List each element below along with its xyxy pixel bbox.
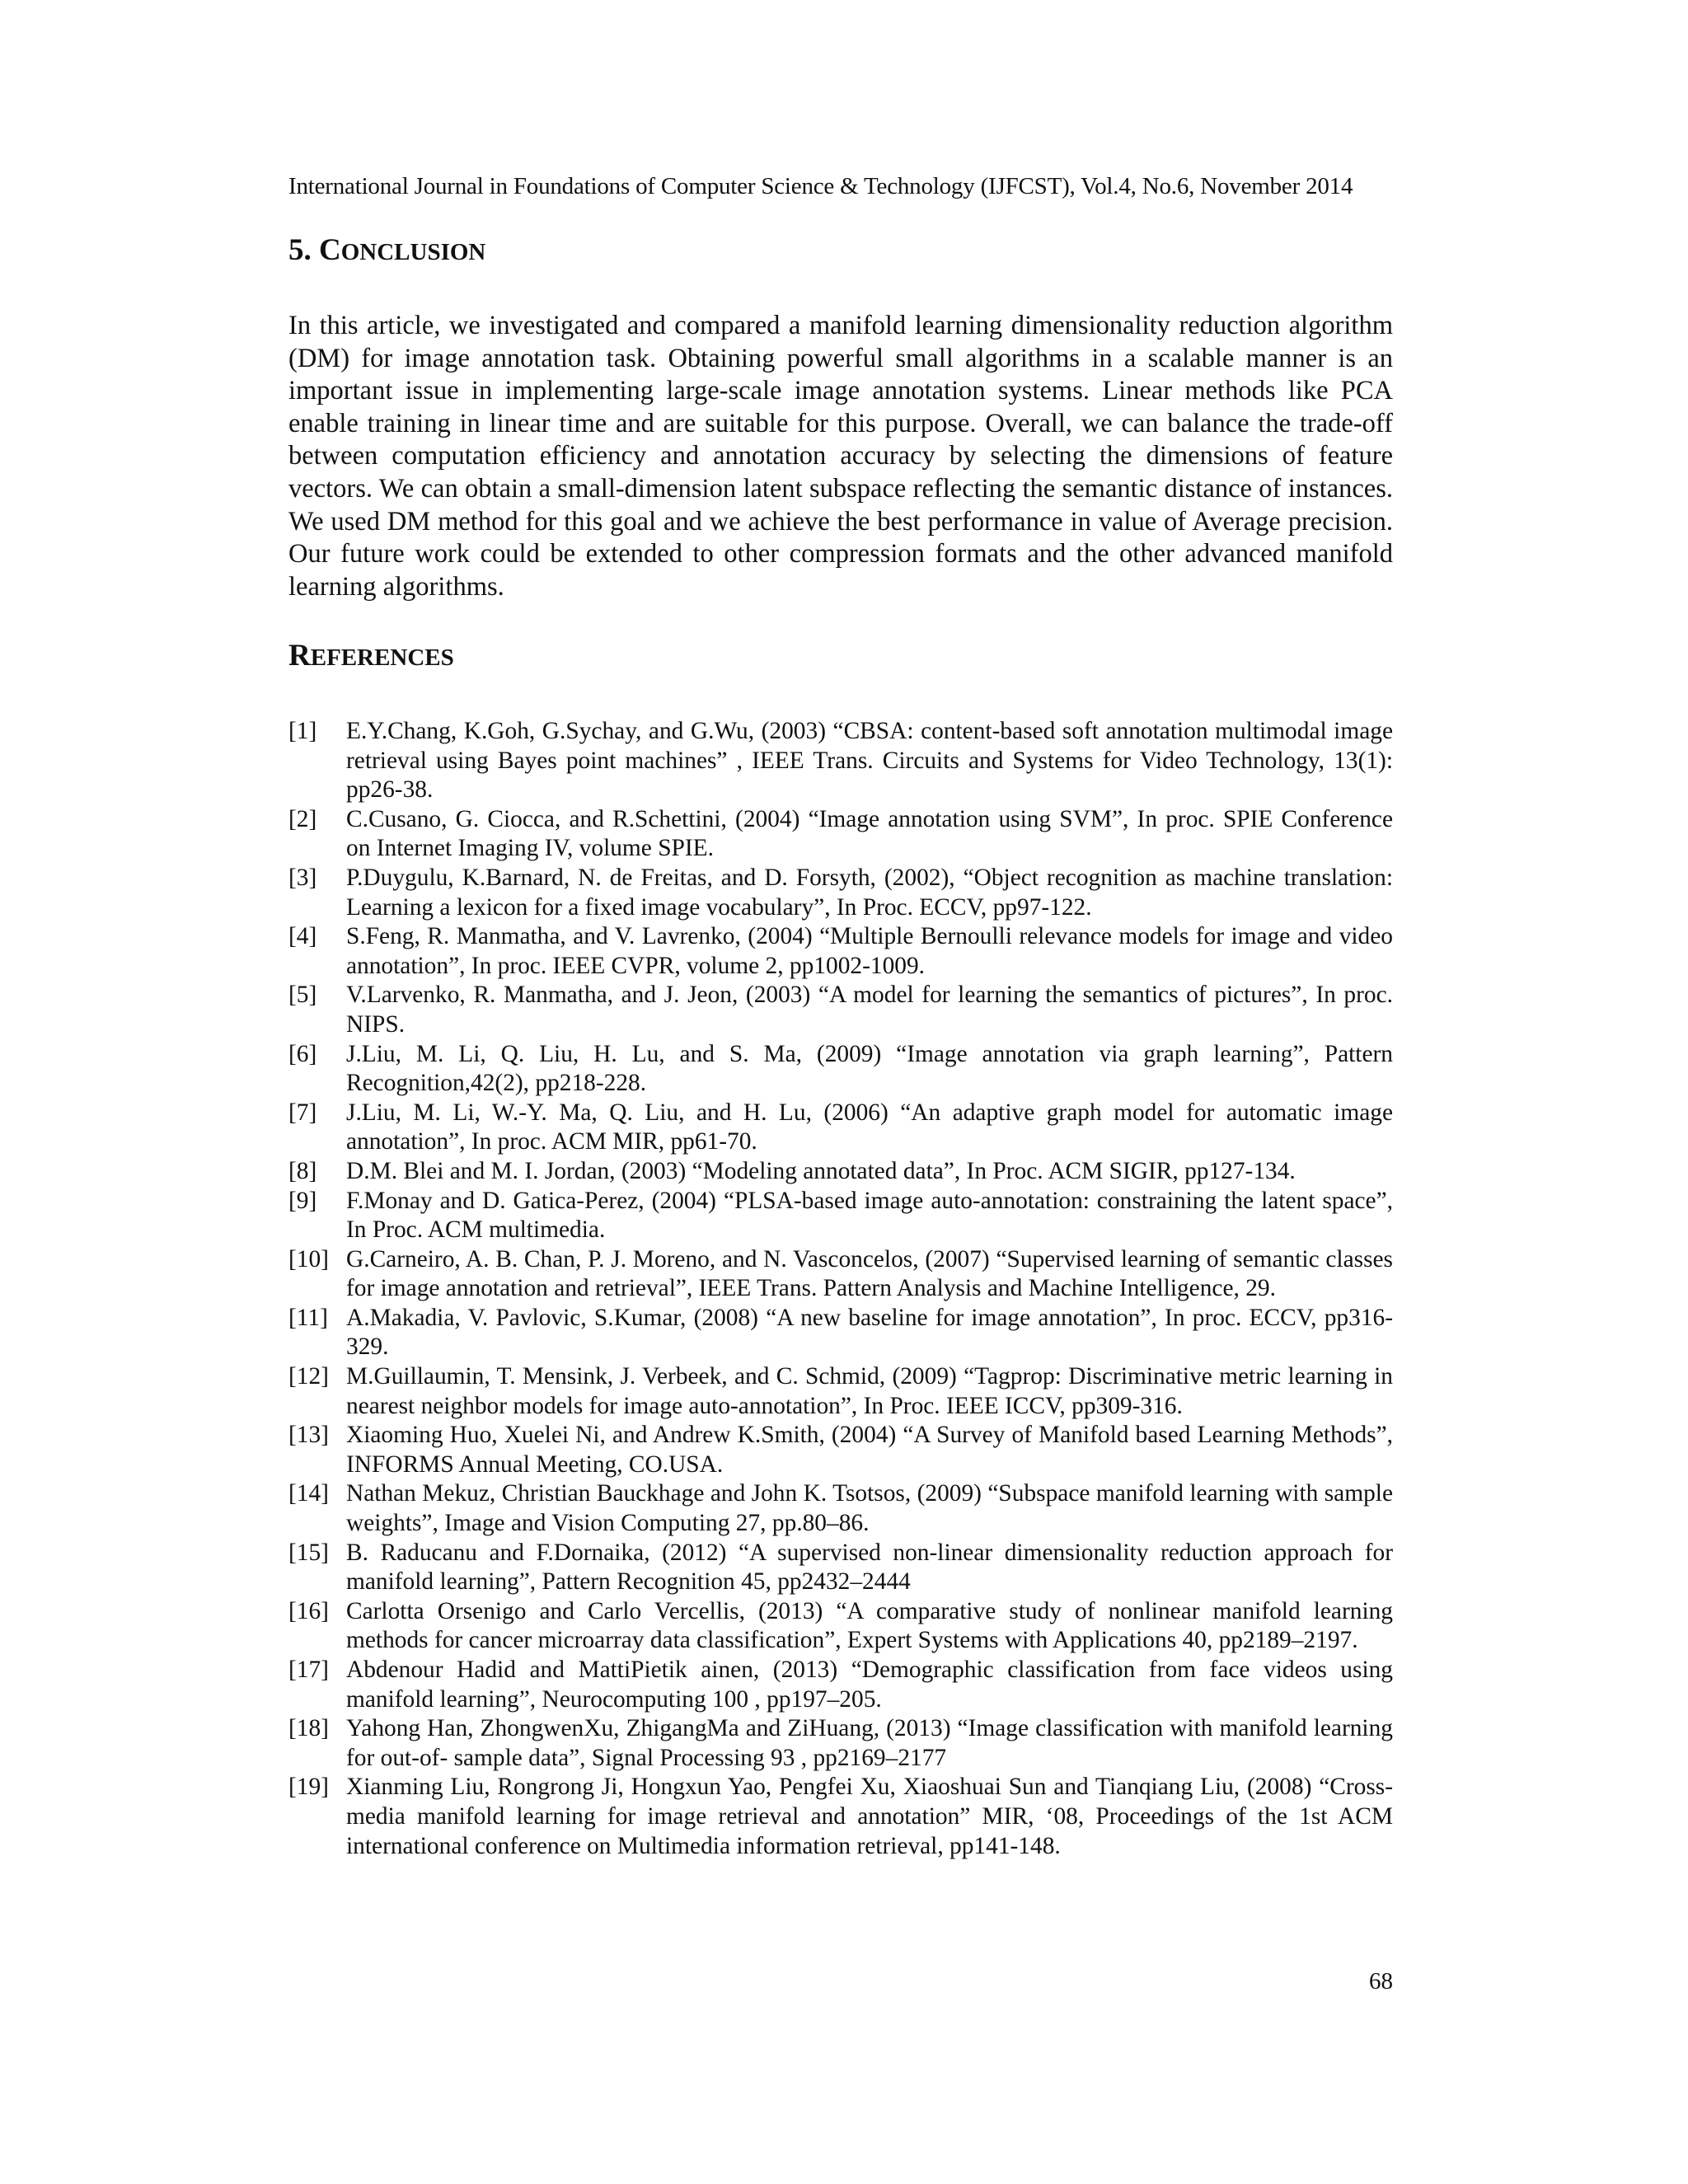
reference-number: [9] [288,1187,317,1214]
reference-text: V.Larvenko, R. Manmatha, and J. Jeon, (2003) “A model for learning the semantics of pictures”, In proc. NIPS. [346,982,1393,1038]
reference-number: [18] [288,1715,329,1742]
page-number: 68 [1369,1968,1393,1994]
reference-number: [19] [288,1774,329,1801]
conclusion-paragraph: In this article, we investigated and compared a manifold learning dimensionality reduction algorithm (DM) for image annotation task. Obtaining powerful small algorithms in a scalable manner is an important issue in implementing large-scale image annotation systems. Linear methods like PCA enable training in linear time and are suitable for this purpose. Overall, we can balance the trade-off between computation efficiency and annotation accuracy by selecting the dimensions of feature vectors. We can obtain a small-dimension latent subspace reflecting the semantic distance of instances. We used DM method for this goal and we achieve the best performance in value of Average precision. Our future work could be extended to other compression formats and the other advanced manifold learning algorithms. [288,311,1393,602]
reference-number: [12] [288,1363,329,1390]
reference-number: [8] [288,1157,317,1184]
reference-number: [6] [288,1040,317,1067]
reference-text: A.Makadia, V. Pavlovic, S.Kumar, (2008) “A new baseline for image annotation”, In proc. ECCV, pp316-329. [346,1304,1393,1361]
reference-text: J.Liu, M. Li, Q. Liu, H. Lu, and S. Ma, (2009) “Image annotation via graph learning”, Pattern Recognition,42(2), pp218-228. [346,1040,1393,1097]
reference-item [288,864,1393,922]
reference-text: E.Y.Chang, K.Goh, G.Sychay, and G.Wu, (2003) “CBSA: content-based soft annotation multimodal image retrieval using Bayes point machines” , IEEE Trans. Circuits and Systems for Video Technology, 13(1): pp26-38. [346,718,1393,804]
reference-number: [2] [288,805,317,832]
reference-text: M.Guillaumin, T. Mensink, J. Verbeek, and C. Schmid, (2009) “Tagprop: Discriminative metric learning in nearest neighbor models for image auto-annotation”, In Proc. IEEE ICCV, pp309-316. [346,1363,1393,1419]
reference-number: [4] [288,923,317,950]
reference-text: Xianming Liu, Rongrong Ji, Hongxun Yao, Pengfei Xu, Xiaoshuai Sun and Tianqiang Liu, (2008) “Cross-media manifold learning for image retrieval and annotation” MIR, ‘08, Proceedings of the 1st ACM international conference on Multimedia information retrieval, pp141-148. [346,1774,1393,1859]
reference-number: [7] [288,1099,317,1126]
reference-number: [15] [288,1539,329,1566]
reference-item [288,1187,1393,1245]
reference-text: Yahong Han, ZhongwenXu, ZhigangMa and ZiHuang, (2013) “Image classification with manifold learning for out-of- sample data”, Signal Processing 93 , pp2169–2177 [346,1715,1393,1771]
reference-number: [1] [288,718,317,744]
reference-text: D.M. Blei and M. I. Jordan, (2003) “Modeling annotated data”, In Proc. ACM SIGIR, pp127-134. [346,1157,1296,1184]
reference-item [288,1362,1393,1421]
reference-number: [16] [288,1597,329,1624]
reference-item [288,1479,1393,1538]
conclusion-heading-initial: C [319,233,341,267]
reference-item [288,717,1393,805]
reference-text: F.Monay and D. Gatica-Perez, (2004) “PLSA-based image auto-annotation: constraining the latent space”, In Proc. ACM multimedia. [346,1187,1393,1244]
conclusion-heading-prefix: 5. [288,233,319,267]
reference-number: [11] [288,1304,328,1331]
reference-item [288,1245,1393,1304]
reference-text: Carlotta Orsenigo and Carlo Vercellis, (2013) “A comparative study of nonlinear manifold learning methods for cancer microarray data classification”, Expert Systems with Applications 40, pp2189–2197. [346,1597,1393,1654]
reference-item [288,1099,1393,1157]
references-heading-initial: R [288,639,311,673]
reference-item [288,1773,1393,1861]
reference-text: B. Raducanu and F.Dornaika, (2012) “A supervised non-linear dimensionality reduction approach for manifold learning”, Pattern Recognition 45, pp2432–2444 [346,1539,1393,1596]
reference-item [288,1539,1393,1597]
reference-item [288,1304,1393,1362]
references-heading [288,638,454,676]
reference-item [288,981,1393,1039]
references-heading-rest: EFERENCES [310,644,454,671]
reference-item [288,1714,1393,1773]
reference-item [288,1040,1393,1099]
reference-text: P.Duygulu, K.Barnard, N. de Freitas, and D. Forsyth, (2002), “Object recognition as machine translation: Learning a lexicon for a fixed image vocabulary”, In Proc. ECCV, pp97-122. [346,864,1393,921]
running-header: International Journal in Foundations of Computer Science & Technology (IJFCST), Vol.4, No.6, November 2014 [288,173,1353,199]
reference-number: [17] [288,1657,329,1683]
reference-item [288,1656,1393,1714]
reference-text: Nathan Mekuz, Christian Bauckhage and John K. Tsotsos, (2009) “Subspace manifold learning with sample weights”, Image and Vision Computing 27, pp.80–86. [346,1480,1393,1537]
conclusion-heading [288,232,485,270]
reference-list [288,717,1393,1861]
reference-item [288,805,1393,864]
reference-item [288,1421,1393,1479]
reference-item [288,1597,1393,1656]
reference-number: [3] [288,864,317,891]
reference-item [288,922,1393,981]
reference-number: [10] [288,1245,329,1272]
reference-number: [5] [288,982,317,1009]
reference-text: Abdenour Hadid and MattiPietik ainen, (2013) “Demographic classification from face videos using manifold learning”, Neurocomputing 100 , pp197–205. [346,1657,1393,1713]
reference-text: G.Carneiro, A. B. Chan, P. J. Moreno, and N. Vasconcelos, (2007) “Supervised learning of semantic classes for image annotation and retrieval”, IEEE Trans. Pattern Analysis and Machine Intelligence, 29. [346,1245,1393,1302]
conclusion-heading-rest: ONCLUSION [340,239,486,265]
reference-text: S.Feng, R. Manmatha, and V. Lavrenko, (2004) “Multiple Bernoulli relevance models for image and video annotation”, In proc. IEEE CVPR, volume 2, pp1002-1009. [346,923,1393,979]
reference-text: C.Cusano, G. Ciocca, and R.Schettini, (2004) “Image annotation using SVM”, In proc. SPIE Conference on Internet Imaging IV, volume SPIE. [346,805,1393,862]
reference-number: [13] [288,1422,329,1449]
reference-number: [14] [288,1480,329,1507]
reference-text: J.Liu, M. Li, W.-Y. Ma, Q. Liu, and H. Lu, (2006) “An adaptive graph model for automatic image annotation”, In proc. ACM MIR, pp61-70. [346,1099,1393,1155]
reference-text: Xiaoming Huo, Xuelei Ni, and Andrew K.Smith, (2004) “A Survey of Manifold based Learning Methods”, INFORMS Annual Meeting, CO.USA. [346,1422,1393,1478]
reference-item [288,1157,1393,1187]
